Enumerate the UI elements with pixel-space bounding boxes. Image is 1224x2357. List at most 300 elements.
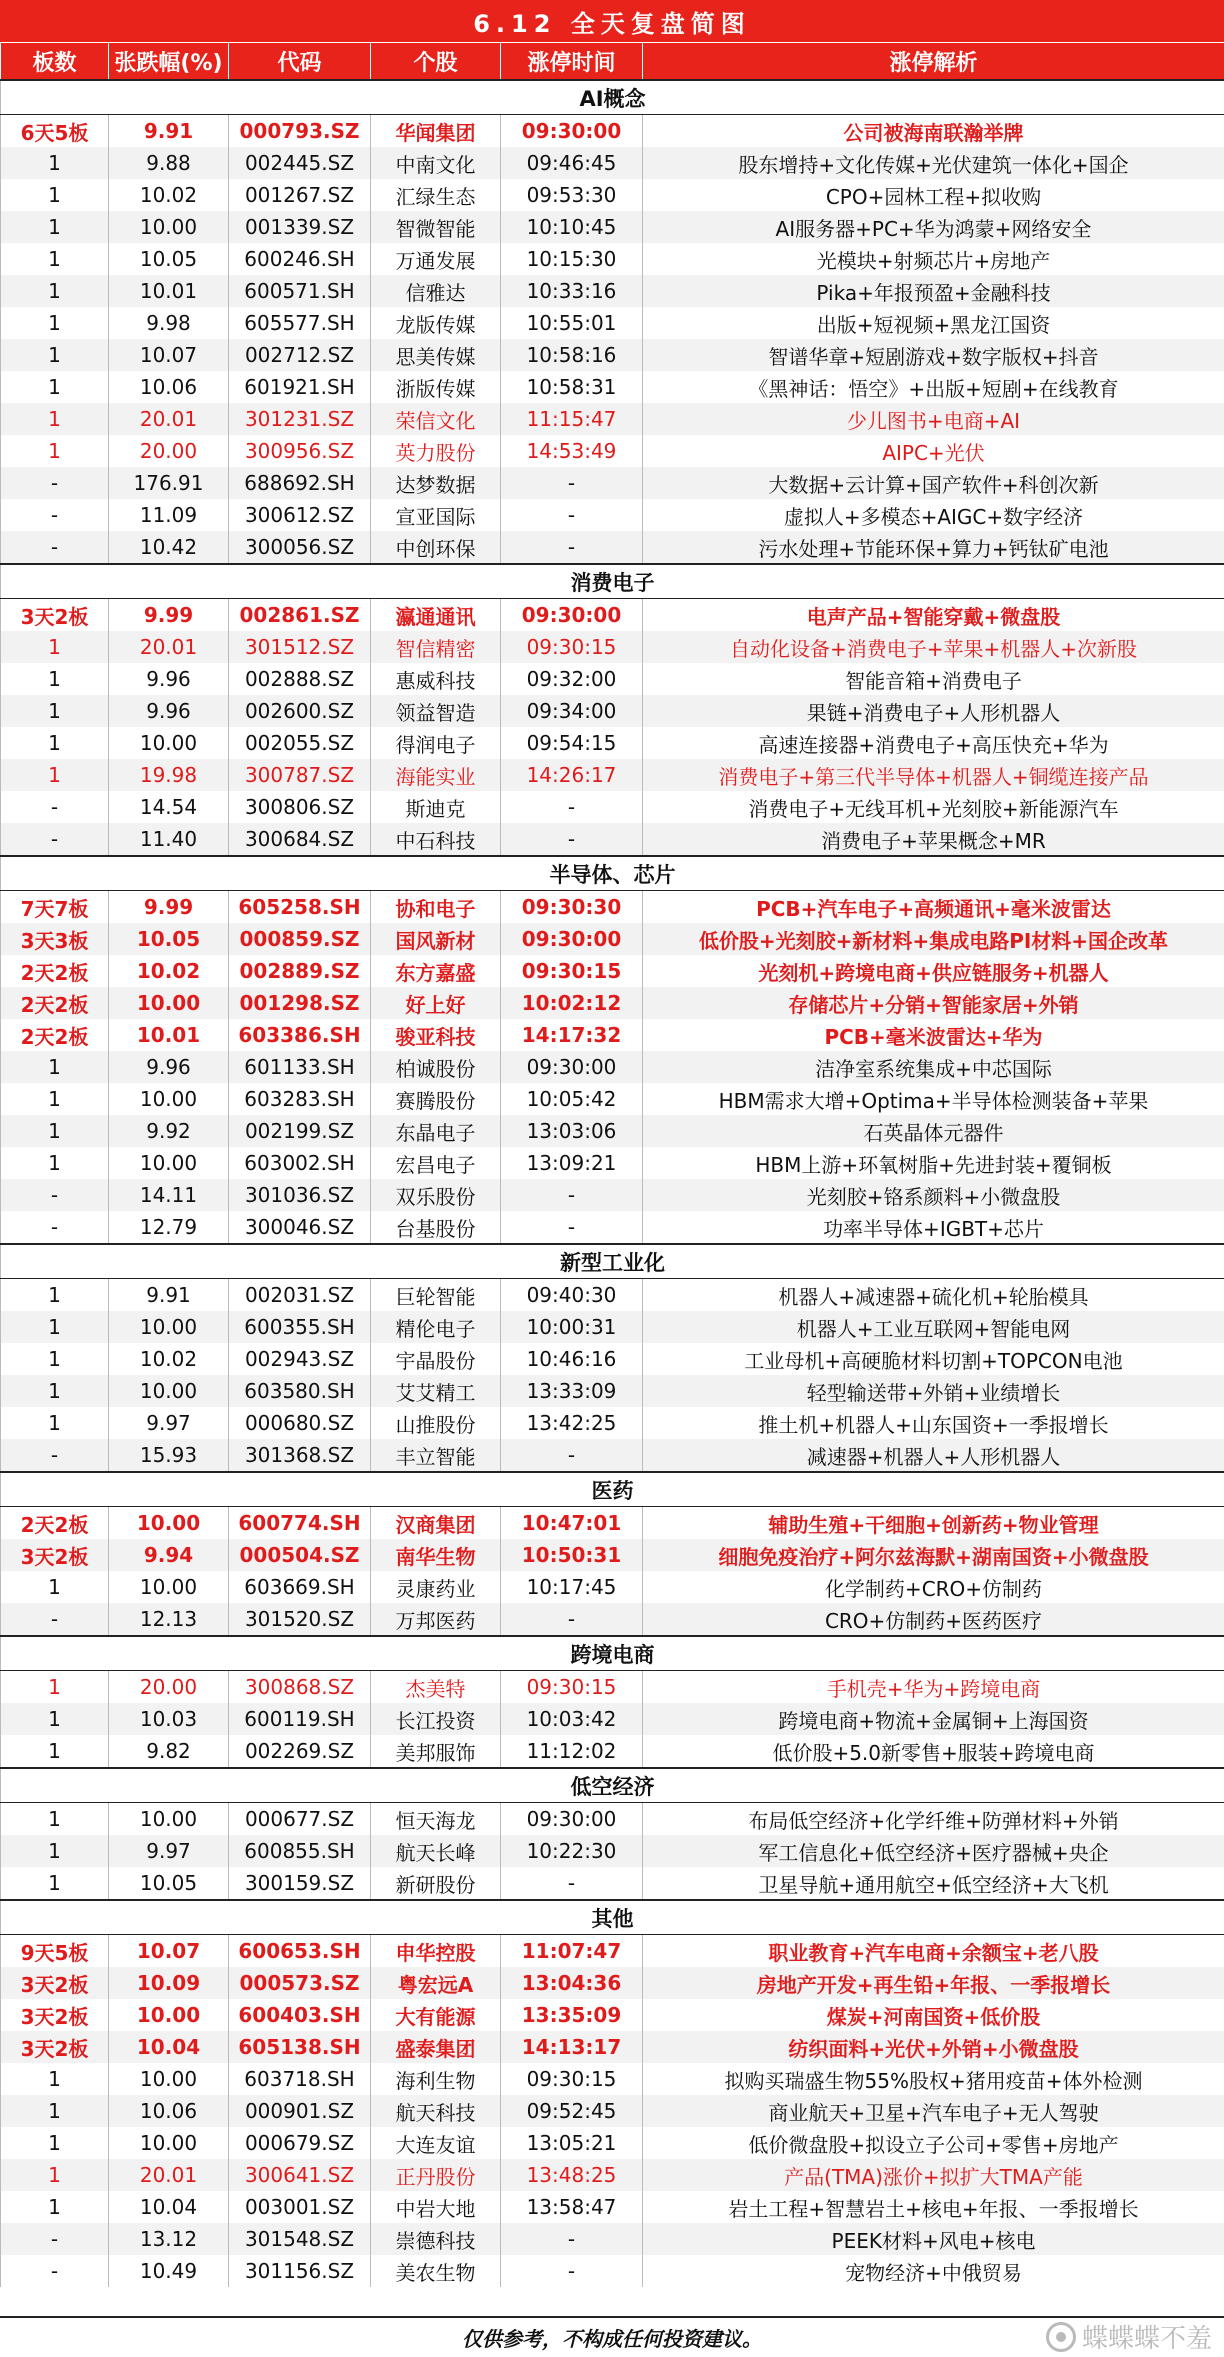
table-row (1, 1935, 1224, 1968)
table-row (1, 599, 1224, 632)
section-title: 新型工业化 (1, 1244, 1224, 1279)
board-cell: 1 (1, 307, 109, 339)
stock-name-cell: 中岩大地 (371, 2191, 501, 2223)
board-cell: 1 (1, 1115, 109, 1147)
limit-time-cell: 10:50:31 (501, 1539, 643, 1571)
table-row (1, 243, 1224, 275)
code-cell: 000573.SZ (229, 1967, 371, 1999)
header-stock: 个股 (371, 43, 501, 81)
limit-time-cell: 09:30:00 (501, 599, 643, 632)
table-row (1, 1603, 1224, 1636)
limit-time-cell: 09:30:30 (501, 891, 643, 924)
change-pct-cell: 9.99 (109, 599, 229, 632)
reason-cell: 宠物经济+中俄贸易 (643, 2255, 1224, 2287)
change-pct-cell: 9.96 (109, 1051, 229, 1083)
board-cell: - (1, 467, 109, 499)
reason-cell: 煤炭+河南国资+低价股 (643, 1999, 1224, 2031)
reason-cell: 工业母机+高硬脆材料切割+TOPCON电池 (643, 1343, 1224, 1375)
code-cell: 002199.SZ (229, 1115, 371, 1147)
table-row (1, 631, 1224, 663)
board-cell: 1 (1, 759, 109, 791)
stock-name-cell: 达梦数据 (371, 467, 501, 499)
code-cell: 600355.SH (229, 1311, 371, 1343)
stock-name-cell: 宏昌电子 (371, 1147, 501, 1179)
change-pct-cell: 10.00 (109, 1571, 229, 1603)
reason-cell: 光模块+射频芯片+房地产 (643, 243, 1224, 275)
stock-name-cell: 宇晶股份 (371, 1343, 501, 1375)
board-cell: 9天5板 (1, 1935, 109, 1968)
code-cell: 001267.SZ (229, 179, 371, 211)
sheet-title: 6.12 全天复盘简图 (0, 0, 1224, 42)
table-row (1, 1147, 1224, 1179)
limit-time-cell: - (501, 467, 643, 499)
stock-name-cell: 得润电子 (371, 727, 501, 759)
stock-name-cell: 丰立智能 (371, 1439, 501, 1472)
limit-time-cell: 11:07:47 (501, 1935, 643, 1968)
stock-name-cell: 协和电子 (371, 891, 501, 924)
table-row (1, 307, 1224, 339)
board-cell: 1 (1, 2159, 109, 2191)
table-row (1, 1439, 1224, 1472)
limit-time-cell: 09:30:15 (501, 955, 643, 987)
change-pct-cell: 10.04 (109, 2191, 229, 2223)
board-cell: 2天2板 (1, 1019, 109, 1051)
limit-time-cell: 13:35:09 (501, 1999, 643, 2031)
stock-name-cell: 国风新材 (371, 923, 501, 955)
reason-cell: 跨境电商+物流+金属铜+上海国资 (643, 1703, 1224, 1735)
code-cell: 002031.SZ (229, 1279, 371, 1312)
change-pct-cell: 12.13 (109, 1603, 229, 1636)
code-cell: 600119.SH (229, 1703, 371, 1735)
stock-name-cell: 精伦电子 (371, 1311, 501, 1343)
weibo-icon (1046, 2322, 1076, 2352)
section-title: 半导体、芯片 (1, 856, 1224, 891)
limit-time-cell: 10:10:45 (501, 211, 643, 243)
board-cell: 1 (1, 1571, 109, 1603)
reason-cell: 股东增持+文化传媒+光伏建筑一体化+国企 (643, 147, 1224, 179)
code-cell: 301036.SZ (229, 1179, 371, 1211)
change-pct-cell: 14.11 (109, 1179, 229, 1211)
change-pct-cell: 9.91 (109, 1279, 229, 1312)
change-pct-cell: 9.91 (109, 115, 229, 148)
change-pct-cell: 176.91 (109, 467, 229, 499)
stock-name-cell: 美邦服饰 (371, 1735, 501, 1768)
limit-time-cell: 13:04:36 (501, 1967, 643, 1999)
stock-name-cell: 海能实业 (371, 759, 501, 791)
reason-cell: 公司被海南联瀚举牌 (643, 115, 1224, 148)
table-row (1, 1967, 1224, 1999)
reason-cell: 军工信息化+低空经济+医疗器械+央企 (643, 1835, 1224, 1867)
section-header (1, 1472, 1224, 1507)
reason-cell: 消费电子+无线耳机+光刻胶+新能源汽车 (643, 791, 1224, 823)
board-cell: 1 (1, 339, 109, 371)
code-cell: 605138.SH (229, 2031, 371, 2063)
code-cell: 000901.SZ (229, 2095, 371, 2127)
board-cell: - (1, 823, 109, 856)
code-cell: 001298.SZ (229, 987, 371, 1019)
change-pct-cell: 10.06 (109, 2095, 229, 2127)
limit-time-cell: 09:30:00 (501, 923, 643, 955)
board-cell: 3天2板 (1, 1967, 109, 1999)
code-cell: 601133.SH (229, 1051, 371, 1083)
code-cell: 300612.SZ (229, 499, 371, 531)
code-cell: 301368.SZ (229, 1439, 371, 1472)
change-pct-cell: 10.00 (109, 1147, 229, 1179)
code-cell: 600774.SH (229, 1507, 371, 1540)
reason-cell: 存储芯片+分销+智能家居+外销 (643, 987, 1224, 1019)
code-cell: 601921.SH (229, 371, 371, 403)
disclaimer: 仅供参考，不构成任何投资建议。 (0, 2316, 1224, 2357)
code-cell: 002712.SZ (229, 339, 371, 371)
limit-time-cell: 09:30:15 (501, 1671, 643, 1704)
change-pct-cell: 11.09 (109, 499, 229, 531)
change-pct-cell: 10.49 (109, 2255, 229, 2287)
table-row (1, 955, 1224, 987)
stock-name-cell: 东晶电子 (371, 1115, 501, 1147)
limit-time-cell: 13:09:21 (501, 1147, 643, 1179)
board-cell: 1 (1, 1735, 109, 1768)
board-cell: 1 (1, 2191, 109, 2223)
table-row (1, 987, 1224, 1019)
board-cell: 1 (1, 727, 109, 759)
code-cell: 002888.SZ (229, 663, 371, 695)
reason-cell: 低价股+5.0新零售+服装+跨境电商 (643, 1735, 1224, 1768)
change-pct-cell: 20.01 (109, 403, 229, 435)
table-row (1, 435, 1224, 467)
code-cell: 001339.SZ (229, 211, 371, 243)
board-cell: 2天2板 (1, 1507, 109, 1540)
stock-name-cell: 艾艾精工 (371, 1375, 501, 1407)
reason-cell: CPO+园林工程+拟收购 (643, 179, 1224, 211)
board-cell: 1 (1, 2063, 109, 2095)
board-cell: 1 (1, 1867, 109, 1900)
limit-time-cell: 14:26:17 (501, 759, 643, 791)
reason-cell: 纺织面料+光伏+外销+小微盘股 (643, 2031, 1224, 2063)
code-cell: 600246.SH (229, 243, 371, 275)
change-pct-cell: 19.98 (109, 759, 229, 791)
reason-cell: 污水处理+节能环保+算力+钙钛矿电池 (643, 531, 1224, 564)
change-pct-cell: 9.88 (109, 147, 229, 179)
reason-cell: 智能音箱+消费电子 (643, 663, 1224, 695)
reason-cell: 细胞免疫治疗+阿尔兹海默+湖南国资+小微盘股 (643, 1539, 1224, 1571)
reason-cell: 布局低空经济+化学纤维+防弹材料+外销 (643, 1803, 1224, 1836)
stock-name-cell: 双乐股份 (371, 1179, 501, 1211)
reason-cell: 消费电子+苹果概念+MR (643, 823, 1224, 856)
change-pct-cell: 9.97 (109, 1407, 229, 1439)
stock-name-cell: 华闻集团 (371, 115, 501, 148)
stock-name-cell: 申华控股 (371, 1935, 501, 1968)
limit-time-cell: 13:03:06 (501, 1115, 643, 1147)
change-pct-cell: 10.03 (109, 1703, 229, 1735)
board-cell: 1 (1, 1703, 109, 1735)
change-pct-cell: 10.02 (109, 955, 229, 987)
board-cell: 1 (1, 435, 109, 467)
limit-time-cell: 13:42:25 (501, 1407, 643, 1439)
change-pct-cell: 10.01 (109, 275, 229, 307)
table-row (1, 923, 1224, 955)
table-row (1, 179, 1224, 211)
table-row (1, 695, 1224, 727)
reason-cell: PCB+毫米波雷达+华为 (643, 1019, 1224, 1051)
board-cell: 1 (1, 1343, 109, 1375)
stock-name-cell: 航天长峰 (371, 1835, 501, 1867)
change-pct-cell: 10.07 (109, 339, 229, 371)
section-header (1, 856, 1224, 891)
limit-time-cell: 10:47:01 (501, 1507, 643, 1540)
section-title: 其他 (1, 1900, 1224, 1935)
change-pct-cell: 10.05 (109, 1867, 229, 1900)
table-row (1, 1051, 1224, 1083)
stock-name-cell: 山推股份 (371, 1407, 501, 1439)
board-cell: - (1, 1211, 109, 1244)
code-cell: 002600.SZ (229, 695, 371, 727)
change-pct-cell: 10.00 (109, 2063, 229, 2095)
code-cell: 300684.SZ (229, 823, 371, 856)
change-pct-cell: 10.05 (109, 243, 229, 275)
table-row (1, 823, 1224, 856)
change-pct-cell: 12.79 (109, 1211, 229, 1244)
stock-name-cell: 骏亚科技 (371, 1019, 501, 1051)
limit-time-cell: - (501, 2223, 643, 2255)
reason-cell: CRO+仿制药+医药医疗 (643, 1603, 1224, 1636)
stock-name-cell: 巨轮智能 (371, 1279, 501, 1312)
stock-name-cell: 惠威科技 (371, 663, 501, 695)
reason-cell: 轻型输送带+外销+业绩增长 (643, 1375, 1224, 1407)
stock-name-cell: 大连友谊 (371, 2127, 501, 2159)
board-cell: 1 (1, 371, 109, 403)
section-title: 医药 (1, 1472, 1224, 1507)
board-cell: - (1, 1603, 109, 1636)
board-cell: 1 (1, 1375, 109, 1407)
limit-time-cell: 10:58:31 (501, 371, 643, 403)
header-change-pct: 张跌幅(%) (109, 43, 229, 81)
change-pct-cell: 10.09 (109, 1967, 229, 1999)
table-row (1, 1803, 1224, 1836)
board-cell: 3天2板 (1, 2031, 109, 2063)
limit-time-cell: 10:55:01 (501, 307, 643, 339)
table-row (1, 663, 1224, 695)
reason-cell: 低价微盘股+拟设立子公司+零售+房地产 (643, 2127, 1224, 2159)
table-row (1, 759, 1224, 791)
header-limit-time: 涨停时间 (501, 43, 643, 81)
table-row (1, 147, 1224, 179)
stock-name-cell: 大有能源 (371, 1999, 501, 2031)
change-pct-cell: 20.00 (109, 435, 229, 467)
stock-name-cell: 盛泰集团 (371, 2031, 501, 2063)
board-cell: 1 (1, 663, 109, 695)
limit-time-cell: 09:30:00 (501, 1051, 643, 1083)
code-cell: 301512.SZ (229, 631, 371, 663)
table-row (1, 2031, 1224, 2063)
limit-time-cell: - (501, 1439, 643, 1472)
limit-time-cell: 14:53:49 (501, 435, 643, 467)
stock-name-cell: 台基股份 (371, 1211, 501, 1244)
limit-time-cell: 11:12:02 (501, 1735, 643, 1768)
change-pct-cell: 9.82 (109, 1735, 229, 1768)
section-header (1, 1636, 1224, 1671)
table-row (1, 2127, 1224, 2159)
stock-name-cell: 荣信文化 (371, 403, 501, 435)
board-cell: 1 (1, 211, 109, 243)
limit-time-cell: 09:30:15 (501, 631, 643, 663)
stock-name-cell: 汇绿生态 (371, 179, 501, 211)
table-row (1, 2223, 1224, 2255)
reason-cell: 《黑神话：悟空》+出版+短剧+在线教育 (643, 371, 1224, 403)
stock-name-cell: 崇德科技 (371, 2223, 501, 2255)
limit-time-cell: 09:34:00 (501, 695, 643, 727)
watermark-text: 蝶蝶蝶不羞 (1082, 2318, 1212, 2355)
code-cell: 603580.SH (229, 1375, 371, 1407)
limit-time-cell: 09:30:15 (501, 2063, 643, 2095)
table-row (1, 1999, 1224, 2031)
stock-name-cell: 瀛通通讯 (371, 599, 501, 632)
limit-time-cell: 10:02:12 (501, 987, 643, 1019)
limit-time-cell: 11:15:47 (501, 403, 643, 435)
limit-time-cell: 10:46:16 (501, 1343, 643, 1375)
table-row (1, 1311, 1224, 1343)
code-cell: 603386.SH (229, 1019, 371, 1051)
stock-name-cell: 浙版传媒 (371, 371, 501, 403)
code-cell: 300868.SZ (229, 1671, 371, 1704)
board-cell: 1 (1, 1147, 109, 1179)
table-row (1, 2063, 1224, 2095)
limit-time-cell: 14:13:17 (501, 2031, 643, 2063)
code-cell: 603718.SH (229, 2063, 371, 2095)
code-cell: 000504.SZ (229, 1539, 371, 1571)
reason-cell: 机器人+减速器+硫化机+轮胎模具 (643, 1279, 1224, 1312)
change-pct-cell: 9.92 (109, 1115, 229, 1147)
board-cell: 1 (1, 1835, 109, 1867)
code-cell: 300641.SZ (229, 2159, 371, 2191)
board-cell: 1 (1, 403, 109, 435)
change-pct-cell: 10.06 (109, 371, 229, 403)
board-cell: 1 (1, 1083, 109, 1115)
code-cell: 002445.SZ (229, 147, 371, 179)
reason-cell: PEEK材料+风电+核电 (643, 2223, 1224, 2255)
limit-time-cell: 09:30:00 (501, 1803, 643, 1836)
stock-name-cell: 美农生物 (371, 2255, 501, 2287)
code-cell: 300159.SZ (229, 1867, 371, 1900)
board-cell: 1 (1, 1407, 109, 1439)
stock-name-cell: 杰美特 (371, 1671, 501, 1704)
reason-cell: 虚拟人+多模态+AIGC+数字经济 (643, 499, 1224, 531)
reason-cell: 出版+短视频+黑龙江国资 (643, 307, 1224, 339)
limit-time-cell: 09:30:00 (501, 115, 643, 148)
change-pct-cell: 10.07 (109, 1935, 229, 1968)
stock-name-cell: 万通发展 (371, 243, 501, 275)
limit-time-cell: - (501, 1867, 643, 1900)
change-pct-cell: 15.93 (109, 1439, 229, 1472)
change-pct-cell: 14.54 (109, 791, 229, 823)
stock-name-cell: 中南文化 (371, 147, 501, 179)
table-row (1, 1703, 1224, 1735)
code-cell: 000677.SZ (229, 1803, 371, 1836)
stock-name-cell: 灵康药业 (371, 1571, 501, 1603)
limit-time-cell: 10:22:30 (501, 1835, 643, 1867)
stock-name-cell: 领益智造 (371, 695, 501, 727)
change-pct-cell: 20.01 (109, 631, 229, 663)
code-cell: 605577.SH (229, 307, 371, 339)
table-row (1, 115, 1224, 148)
table-row (1, 1375, 1224, 1407)
table-row (1, 499, 1224, 531)
code-cell: 603283.SH (229, 1083, 371, 1115)
reason-cell: 机器人+工业互联网+智能电网 (643, 1311, 1224, 1343)
header-code: 代码 (229, 43, 371, 81)
table-row (1, 1671, 1224, 1704)
limit-time-cell: 10:00:31 (501, 1311, 643, 1343)
reason-cell: 光刻机+跨境电商+供应链服务+机器人 (643, 955, 1224, 987)
board-cell: 6天5板 (1, 115, 109, 148)
code-cell: 600403.SH (229, 1999, 371, 2031)
table-header (1, 43, 1224, 81)
change-pct-cell: 10.00 (109, 987, 229, 1019)
board-cell: - (1, 791, 109, 823)
table-row (1, 1835, 1224, 1867)
board-cell: 1 (1, 2127, 109, 2159)
stock-name-cell: 万邦医药 (371, 1603, 501, 1636)
change-pct-cell: 10.00 (109, 1375, 229, 1407)
board-cell: 7天7板 (1, 891, 109, 924)
table-row (1, 1115, 1224, 1147)
reason-cell: AI服务器+PC+华为鸿蒙+网络安全 (643, 211, 1224, 243)
header-board: 板数 (1, 43, 109, 81)
limit-time-cell: 13:58:47 (501, 2191, 643, 2223)
stock-name-cell: 中石科技 (371, 823, 501, 856)
code-cell: 000679.SZ (229, 2127, 371, 2159)
section-header (1, 564, 1224, 599)
code-cell: 002861.SZ (229, 599, 371, 632)
stock-name-cell: 赛腾股份 (371, 1083, 501, 1115)
table-row (1, 1735, 1224, 1768)
reason-cell: 辅助生殖+干细胞+创新药+物业管理 (643, 1507, 1224, 1540)
reason-cell: 化学制药+CRO+仿制药 (643, 1571, 1224, 1603)
change-pct-cell: 10.42 (109, 531, 229, 564)
reason-cell: 房地产开发+再生铅+年报、一季报增长 (643, 1967, 1224, 1999)
change-pct-cell: 10.00 (109, 1083, 229, 1115)
table-row (1, 371, 1224, 403)
reason-cell: 推土机+机器人+山东国资+一季报增长 (643, 1407, 1224, 1439)
reason-cell: 智谱华章+短剧游戏+数字版权+抖音 (643, 339, 1224, 371)
code-cell: 000859.SZ (229, 923, 371, 955)
stock-name-cell: 长江投资 (371, 1703, 501, 1735)
table-row (1, 1407, 1224, 1439)
board-cell: 1 (1, 2095, 109, 2127)
reason-cell: 自动化设备+消费电子+苹果+机器人+次新股 (643, 631, 1224, 663)
table-row (1, 1571, 1224, 1603)
change-pct-cell: 10.01 (109, 1019, 229, 1051)
board-cell: - (1, 499, 109, 531)
reason-cell: 消费电子+第三代半导体+机器人+铜缆连接产品 (643, 759, 1224, 791)
stock-name-cell: 思美传媒 (371, 339, 501, 371)
reason-cell: 洁净室系统集成+中芯国际 (643, 1051, 1224, 1083)
limit-time-cell: - (501, 499, 643, 531)
reason-cell: 高速连接器+消费电子+高压快充+华为 (643, 727, 1224, 759)
reason-cell: AIPC+光伏 (643, 435, 1224, 467)
stock-name-cell: 信雅达 (371, 275, 501, 307)
limit-time-cell: - (501, 531, 643, 564)
reason-cell: HBM上游+环氧树脂+先进封装+覆铜板 (643, 1147, 1224, 1179)
limit-time-cell: 10:15:30 (501, 243, 643, 275)
code-cell: 688692.SH (229, 467, 371, 499)
stock-name-cell: 智微智能 (371, 211, 501, 243)
table-row (1, 2095, 1224, 2127)
table-row (1, 2255, 1224, 2287)
code-cell: 603669.SH (229, 1571, 371, 1603)
reason-cell: 功率半导体+IGBT+芯片 (643, 1211, 1224, 1244)
code-cell: 603002.SH (229, 1147, 371, 1179)
board-cell: 1 (1, 147, 109, 179)
